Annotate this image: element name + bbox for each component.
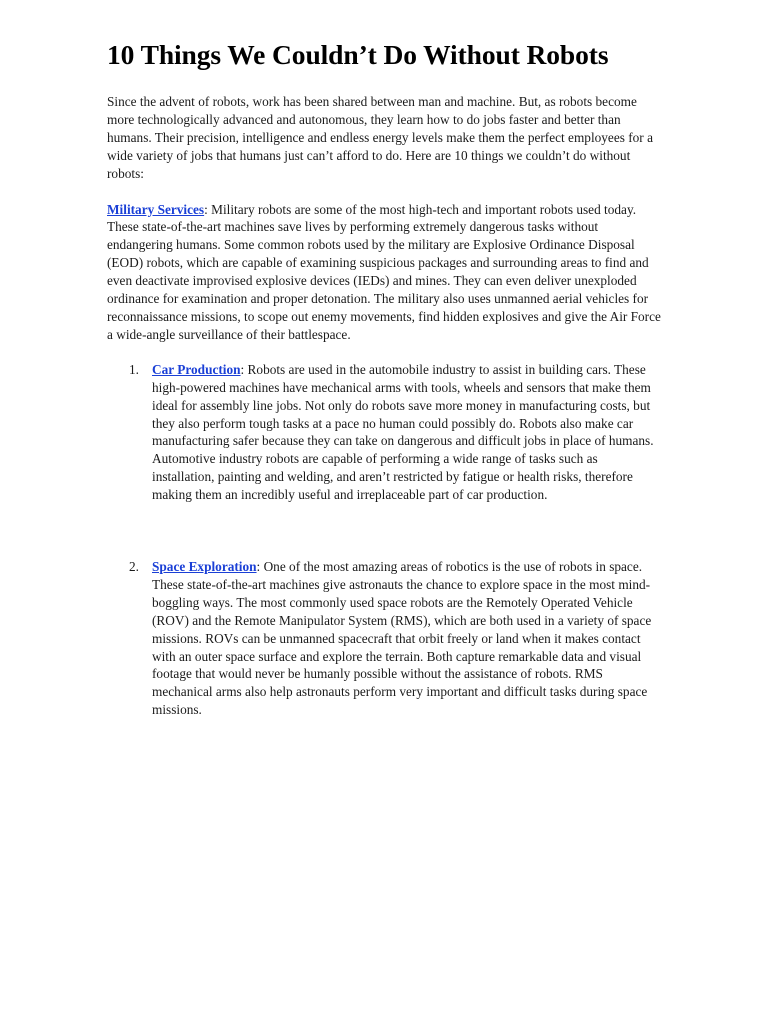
list-item-number: 1.	[129, 361, 139, 377]
intro-paragraph: Since the advent of robots, work has been shared between man and machine. But, as robots become more technologically advanced and autonomous, they learn how to do jobs faster and better than humans. Their precision, intelligence and endless energy levels make them the perfect employees for a wide variety of jobs that humans just can’t afford to do. Here are 10 things we couldn’t do without robots:	[107, 94, 653, 181]
robots-list	[107, 361, 663, 719]
list-item-space-exploration	[107, 558, 663, 719]
space-exploration-text: : One of the most amazing areas of robotics is the use of robots in space. These state-of-the-art machines give astronauts the chance to explore space in the most mind-boggling ways. The most commonly used space robots are the Remotely Operated Vehicle (ROV) and the Remote Manipulator System (RMS), which are both used in a variety of space missions. ROVs can be unmanned spacecraft that orbit freely or land when it makes contact with an outer space surface and explore the terrain. Both capture remarkable data and visual footage that would never be humanly possible without the assistance of robots. RMS mechanical arms also help astronauts perform very important and difficult tasks during space missions.	[152, 559, 652, 718]
list-item-number: 2.	[129, 559, 139, 575]
list-item-car-production	[107, 361, 663, 504]
military-services-paragraph	[107, 201, 663, 344]
document-page	[107, 38, 663, 719]
military-services-text: : Military robots are some of the most high-tech and important robots used today. These state-of-the-art machines save lives by performing extremely dangerous tasks without endangering humans. Some common robots used by the military are Explosive Ordinance Disposal (EOD) robots, which are capable of examining suspicious packages and surrounding areas to find and even deactivate improvised explosive devices (IEDs) and mines. They can even deliver unexploded ordinance for examination and proper detonation. The military also uses unmanned aerial vehicles for reconnaissance missions, to scope out enemy movements, find hidden explosives and give the Air Force a wide-angle surveillance of their battlespace.	[107, 201, 661, 342]
car-production-link[interactable]: Car Production	[152, 361, 241, 377]
space-exploration-link[interactable]: Space Exploration	[152, 559, 257, 575]
page-title: 10 Things We Couldn’t Do Without Robots	[107, 39, 609, 70]
car-production-text: : Robots are used in the automobile industry to assist in building cars. These high-powered machines have mechanical arms with tools, wheels and sensors that make them ideal for assembly line jobs. Not only do robots save more money in manufacturing costs, but they also perform tough tasks at a pace no human could possibly do. Robots also make car manufacturing safer because they can take on dangerous and difficult jobs in place of humans. Automotive industry robots are capable of performing a wide range of tasks such as installation, painting and welding, and aren’t restricted by fatigue or health risks, therefore making them an incredibly useful and irreplaceable part of car production.	[152, 361, 654, 503]
military-services-link[interactable]: Military Services	[107, 201, 205, 217]
